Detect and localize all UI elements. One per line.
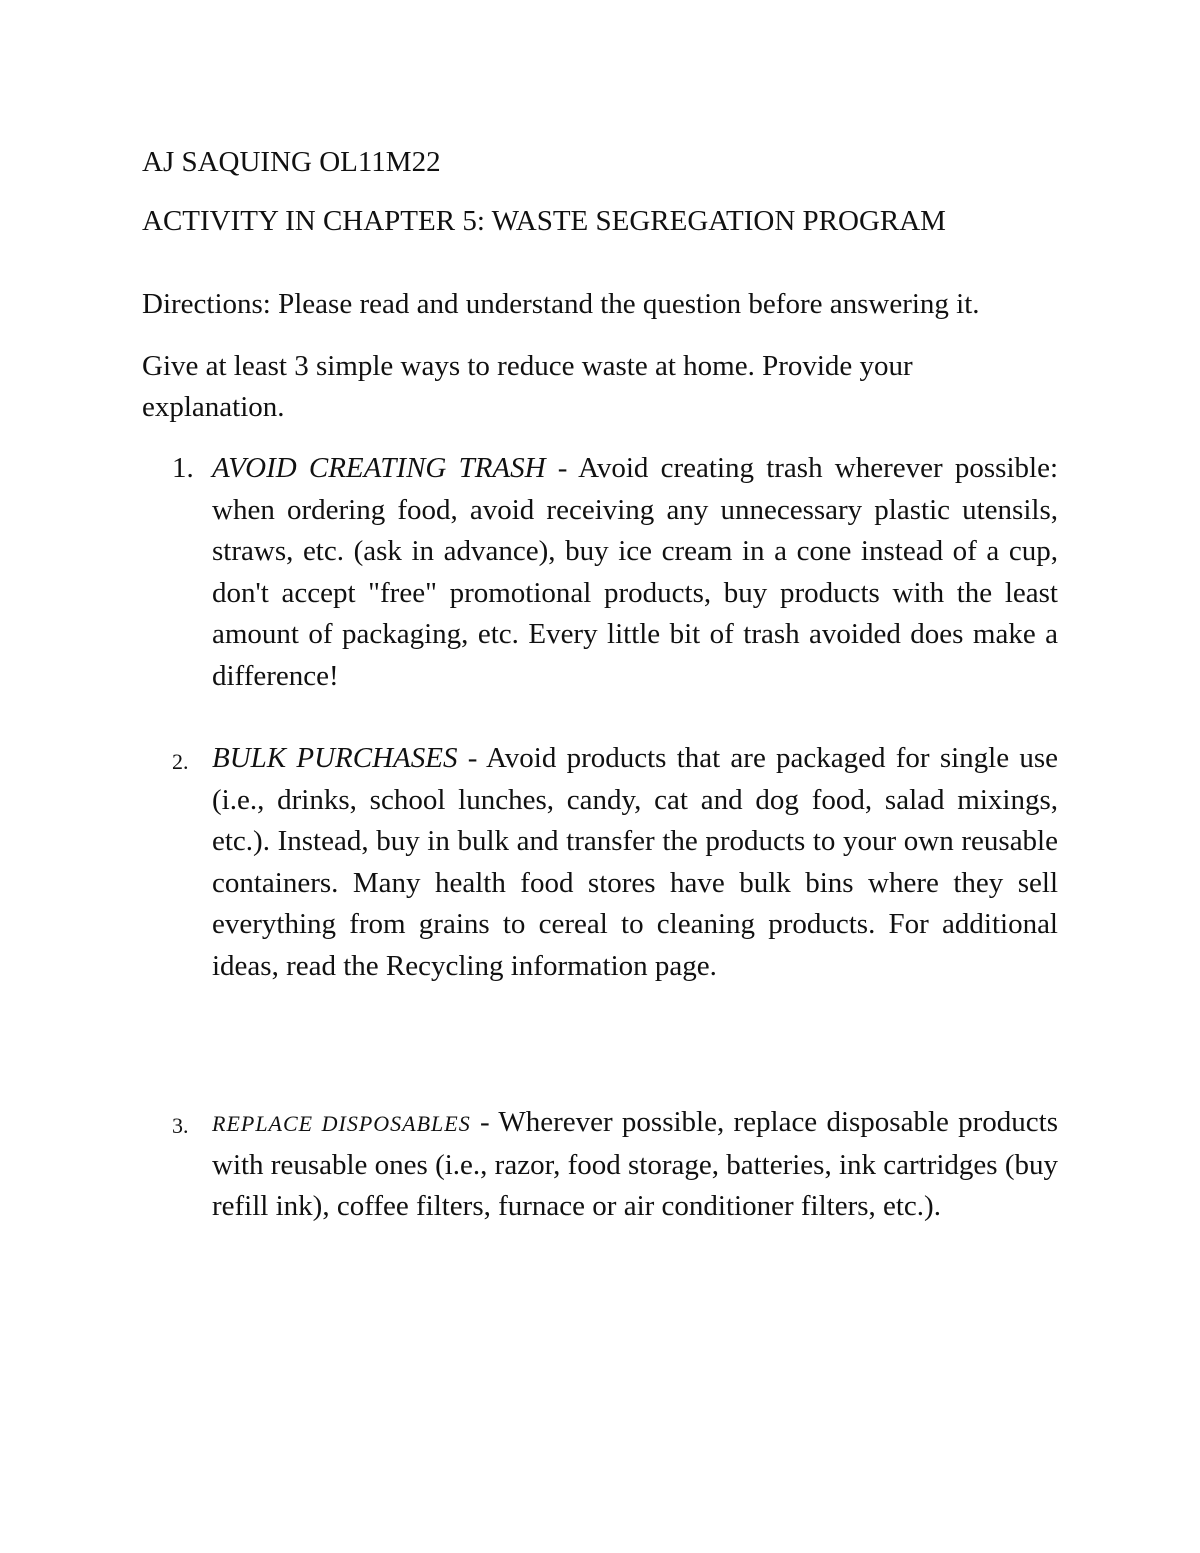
- list-number: 3.: [172, 1113, 189, 1138]
- heading-separator: -: [545, 452, 579, 484]
- item-heading: REPLACE DISPOSABLES: [212, 1111, 471, 1136]
- student-name-line: AJ SAQUING OL11M22: [142, 146, 441, 178]
- item-heading: AVOID CREATING TRASH: [212, 452, 546, 484]
- item-heading: BULK PURCHASES: [212, 742, 458, 774]
- activity-title: ACTIVITY IN CHAPTER 5: WASTE SEGREGATION PROGRAM: [142, 205, 946, 237]
- question-text: Give at least 3 simple ways to reduce waste at home. Provide your explanation.: [142, 350, 913, 423]
- list-item-3: [142, 1102, 1058, 1228]
- directions-text: Directions: Please read and understand the question before answering it.: [142, 288, 980, 320]
- list-item-body: [212, 1102, 1058, 1228]
- heading-separator: -: [457, 742, 486, 774]
- heading-separator: -: [470, 1106, 499, 1138]
- item-text: Wherever possible, replace disposable products with reusable ones (i.e., razor, food storage, batteries, ink cartridges (buy refill ink), coffee filters, furnace or air conditioner filters, etc.).: [212, 1106, 1058, 1222]
- list-item-1: [142, 448, 1058, 697]
- item-text: Avoid products that are packaged for single use (i.e., drinks, school lunches, candy, cat and dog food, salad mixings, etc.). Instead, buy in bulk and transfer the products to your own reusable containers. Many health food stores have bulk bins where they sell everything from grains to cereal to cleaning products. For additional ideas, read the Recycling information page.: [212, 742, 1058, 982]
- item-text: Avoid creating trash wherever possible: when ordering food, avoid receiving any unnecessary plastic utensils, straws, etc. (ask in advance), buy ice cream in a cone instead of a cup, don't accept "free" promotional products, buy products with the least amount of packaging, etc. Every little bit of trash avoided does make a difference!: [212, 452, 1058, 692]
- list-item-2: [142, 738, 1058, 987]
- list-item-body: [212, 738, 1058, 987]
- list-number: 1.: [172, 452, 194, 484]
- list-item-body: [212, 448, 1058, 697]
- list-number: 2.: [172, 749, 189, 774]
